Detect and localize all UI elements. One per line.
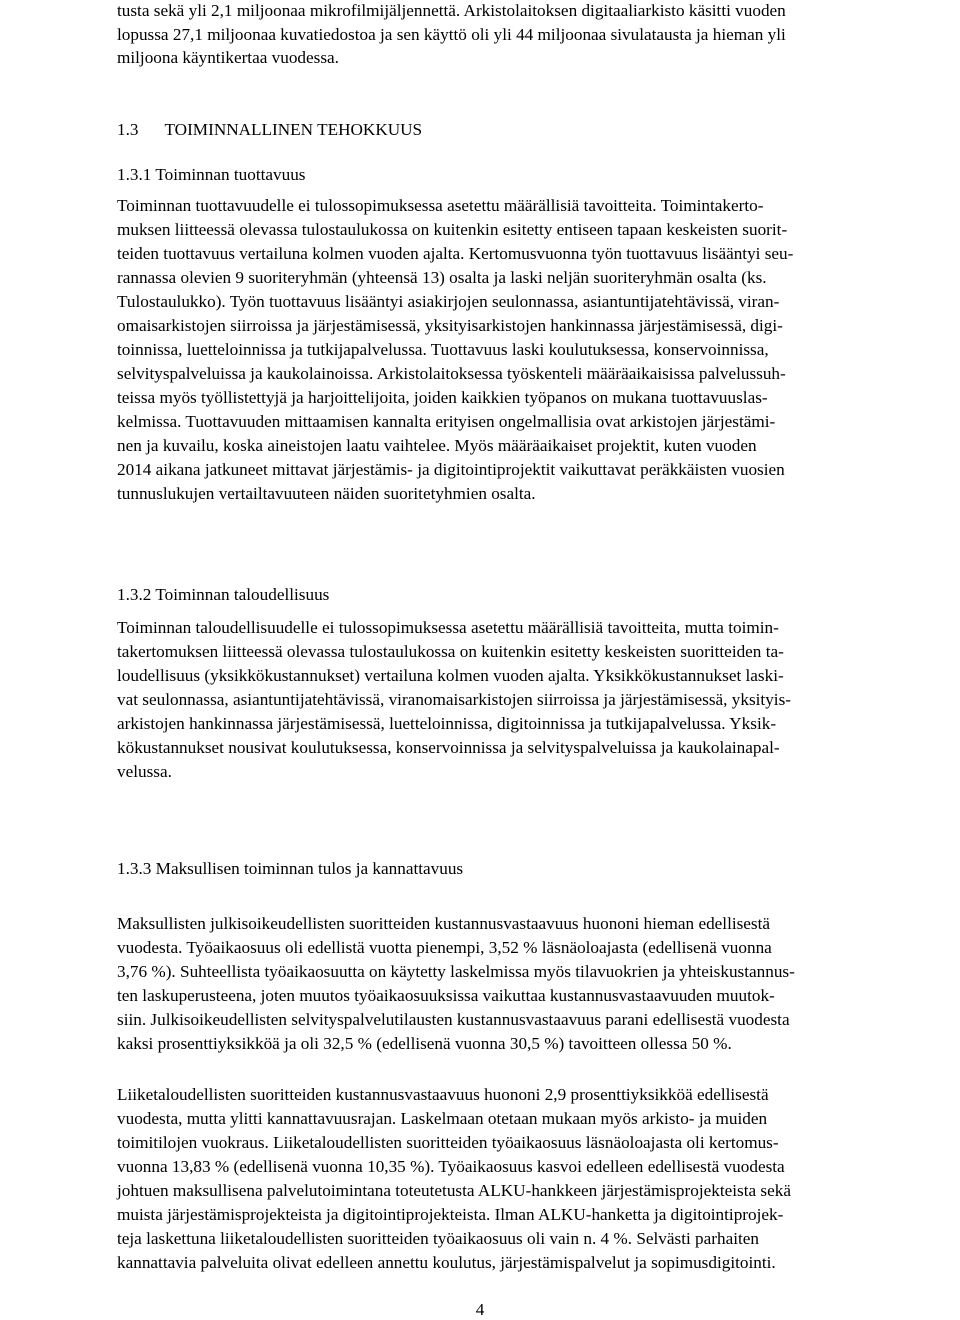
paragraph-line: loudellisuus (yksikkökustannukset) vertailuna kolmen vuoden ajalta. Yksikkökustannukset laski-: [117, 666, 784, 685]
paragraph-line: selvityspalveluissa ja kaukolainoissa. Arkistolaitoksessa työskenteli määräaikaisissa palvelussuh-: [117, 364, 786, 383]
paragraph-line: kaksi prosenttiyksikköä ja oli 32,5 % (edellisenä vuonna 30,5 %) tavoitteen ollessa 50 %.: [117, 1034, 732, 1053]
paragraph-line: vuodesta. Työaikaosuus oli edellistä vuotta pienempi, 3,52 % läsnäoloajasta (edellisenä vuonna: [117, 938, 772, 957]
paragraph-line: nen ja kuvailu, koska aineistojen laatu vaihtelee. Myös määräaikaiset projektit, kuten vuoden: [117, 436, 757, 455]
paragraph-line: teiden tuottavuus vertailuna kolmen vuoden ajalta. Kertomusvuonna työn tuottavuus lisääntyi seu-: [117, 244, 794, 263]
paragraph-line: vuodesta, mutta ylitti kannattavuusrajan. Laskelmaan otetaan mukaan myös arkisto- ja muiden: [117, 1109, 768, 1128]
section-title: TOIMINNALLINEN TEHOKKUUS: [164, 120, 423, 139]
paragraph-line: vuonna 13,83 % (edellisenä vuonna 10,35 %). Työaikaosuus kasvoi edelleen edellisestä vuodesta: [117, 1157, 785, 1176]
subsection-heading: 1.3.1 Toiminnan tuottavuus: [117, 165, 306, 184]
paragraph-line: vat seulonnassa, asiantuntijatehtävissä, viranomaisarkistojen siirroissa ja järjestämisessä, yksityis-: [117, 690, 791, 709]
paragraph-line: 2014 aikana jatkuneet mittavat järjestämis- ja digitointiprojektit vaikuttavat peräkkäisten vuosien: [117, 460, 785, 479]
paragraph-line: ten laskuperusteena, joten muutos työaikaosuuksissa vaikuttaa kustannusvastaavuuden muutok-: [117, 986, 775, 1005]
paragraph-line: 3,76 %). Suhteellista työaikaosuutta on käytetty laskelmissa myös tilavuokrien ja yhteiskustannus-: [117, 962, 795, 981]
paragraph-line: velussa.: [117, 762, 172, 781]
paragraph-line: takertomuksen liitteessä olevassa tulostaulukossa on kuitenkin esitetty keskeisten suoritteiden ta-: [117, 642, 784, 661]
paragraph-line: kökustannukset nousivat koulutuksessa, konservoinnissa ja selvityspalveluissa ja kaukolainapal-: [117, 738, 780, 757]
section-heading: [117, 119, 422, 141]
paragraph-line: siin. Julkisoikeudellisten selvityspalvelutilausten kustannusvastaavuus parani edellisestä vuodesta: [117, 1010, 790, 1029]
intro-line: miljoona käyntikertaa vuodessa.: [117, 48, 339, 67]
paragraph-line: Toiminnan tuottavuudelle ei tulossopimuksessa asetettu määrällisiä tavoitteita. Toimintakerto-: [117, 196, 764, 215]
page-number: 4: [475, 1300, 485, 1319]
paragraph-line: tunnuslukujen vertailtavuuteen näiden suoritetyhmien osalta.: [117, 484, 536, 503]
paragraph-line: Liiketaloudellisten suoritteiden kustannusvastaavuus huononi 2,9 prosenttiyksikköä edellisestä: [117, 1085, 769, 1104]
paragraph-line: Maksullisten julkisoikeudellisten suoritteiden kustannusvastaavuus huononi hieman edellisestä: [117, 914, 771, 933]
paragraph-line: Tulostaulukko). Työn tuottavuus lisääntyi asiakirjojen seulonnassa, asiantuntijatehtävissä, viran-: [117, 292, 780, 311]
paragraph-line: muista järjestämisprojekteista ja digitointiprojekteista. Ilman ALKU-hanketta ja digitointiprojek-: [117, 1205, 784, 1224]
intro-line: lopussa 27,1 miljoonaa kuvatiedostoa ja sen käyttö oli yli 44 miljoonaa sivulatausta ja hieman yli: [117, 25, 786, 44]
subsection-heading: 1.3.2 Toiminnan taloudellisuus: [117, 585, 330, 604]
paragraph-line: arkistojen hankinnassa järjestämisessä, luetteloinnissa, digitoinnissa ja tutkijapalvelussa. Yksik-: [117, 714, 777, 733]
paragraph-line: teissa myös työllistettyjä ja harjoittelijoita, joiden kaikkien työpanos on mukana tuottavuuslas-: [117, 388, 768, 407]
section-number: 1.3: [117, 120, 139, 139]
paragraph-line: kannattavia palveluita olivat edelleen annettu koulutus, järjestämispalvelut ja sopimusdigitointi.: [117, 1253, 776, 1272]
paragraph-line: muksen liitteessä olevassa tulostaulukossa on kuitenkin esitetty entiseen tapaan keskeisten suorit-: [117, 220, 788, 239]
paragraph-line: teja laskettuna liiketaloudellisten suoritteiden työaikaosuus oli vain n. 4 %. Selvästi parhaiten: [117, 1229, 759, 1248]
paragraph-line: kelmissa. Tuottavuuden mittaamisen kannalta erityisen ongelmallisia ovat arkistojen järjestämi-: [117, 412, 776, 431]
paragraph-line: omaisarkistojen siirroissa ja järjestämisessä, yksityisarkistojen hankinnassa järjestämisessä, digi-: [117, 316, 783, 335]
paragraph-line: toinnissa, luetteloinnissa ja tutkijapalvelussa. Tuottavuus laski koulutuksessa, konservoinnissa,: [117, 340, 769, 359]
paragraph-line: Toiminnan taloudellisuudelle ei tulossopimuksessa asetettu määrällisiä tavoitteita, mutta toimin-: [117, 618, 779, 637]
paragraph-line: toimitilojen vuokraus. Liiketaloudellisten suoritteiden työaikaosuus läsnäoloajasta oli kertomus-: [117, 1133, 779, 1152]
paragraph-line: johtuen maksullisena palvelutoimintana toteutetusta ALKU-hankkeen järjestämisprojekteista sekä: [117, 1181, 791, 1200]
subsection-heading: 1.3.3 Maksullisen toiminnan tulos ja kannattavuus: [117, 859, 464, 878]
paragraph-line: rannassa olevien 9 suoriteryhmän (yhteensä 13) osalta ja laski neljän suoriteryhmän osalta (ks.: [117, 268, 767, 287]
intro-line: tusta sekä yli 2,1 miljoonaa mikrofilmijäljennettä. Arkistolaitoksen digitaaliarkisto käsitti vuoden: [117, 1, 786, 20]
